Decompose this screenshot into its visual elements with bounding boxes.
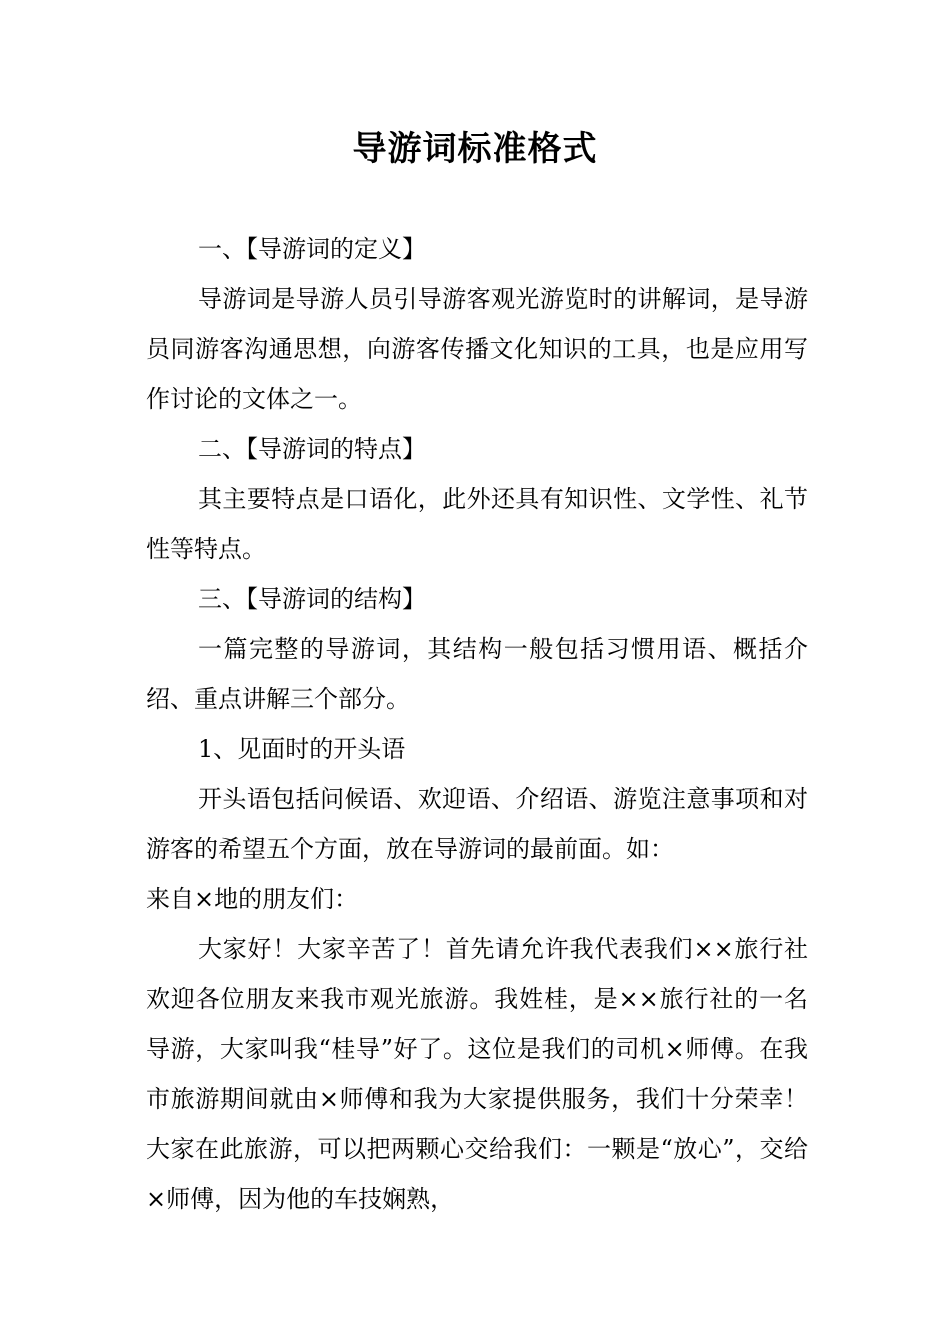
paragraph-structure: 一篇完整的导游词，其结构一般包括习惯用语、概括介绍、重点讲解三个部分。 <box>146 635 808 713</box>
section-heading-structure: 三、【导游词的结构】 <box>198 585 426 613</box>
salutation-line: 来自×地的朋友们： <box>146 885 359 913</box>
paragraph-definition: 导游词是导游人员引导游客观光游览时的讲解词，是导游员同游客沟通思想，向游客传播文化知识的工具，也是应用写作讨论的文体之一。 <box>146 285 808 413</box>
paragraph-opening: 开头语包括问候语、欢迎语、介绍语、游览注意事项和对游客的希望五个方面，放在导游词的最前面。如： <box>146 785 808 863</box>
document-body <box>146 224 808 1224</box>
paragraph-welcome-speech: 大家好！大家辛苦了！首先请允许我代表我们××旅行社欢迎各位朋友来我市观光旅游。我姓桂，是××旅行社的一名导游，大家叫我“桂导”好了。这位是我们的司机×师傅。在我市旅游期间就由×师傅和我为大家提供服务，我们十分荣幸！大家在此旅游，可以把两颗心交给我们：一颗是“放心”，交给×师傅，因为他的车技娴熟， <box>146 935 808 1213</box>
section-heading-features: 二、【导游词的特点】 <box>198 435 426 463</box>
document-title: 导游词标准格式 <box>352 129 598 169</box>
section-heading-definition: 一、【导游词的定义】 <box>198 235 426 263</box>
paragraph-features: 其主要特点是口语化，此外还具有知识性、文学性、礼节性等特点。 <box>146 485 808 563</box>
subheading-opening: 1、见面时的开头语 <box>198 735 406 763</box>
